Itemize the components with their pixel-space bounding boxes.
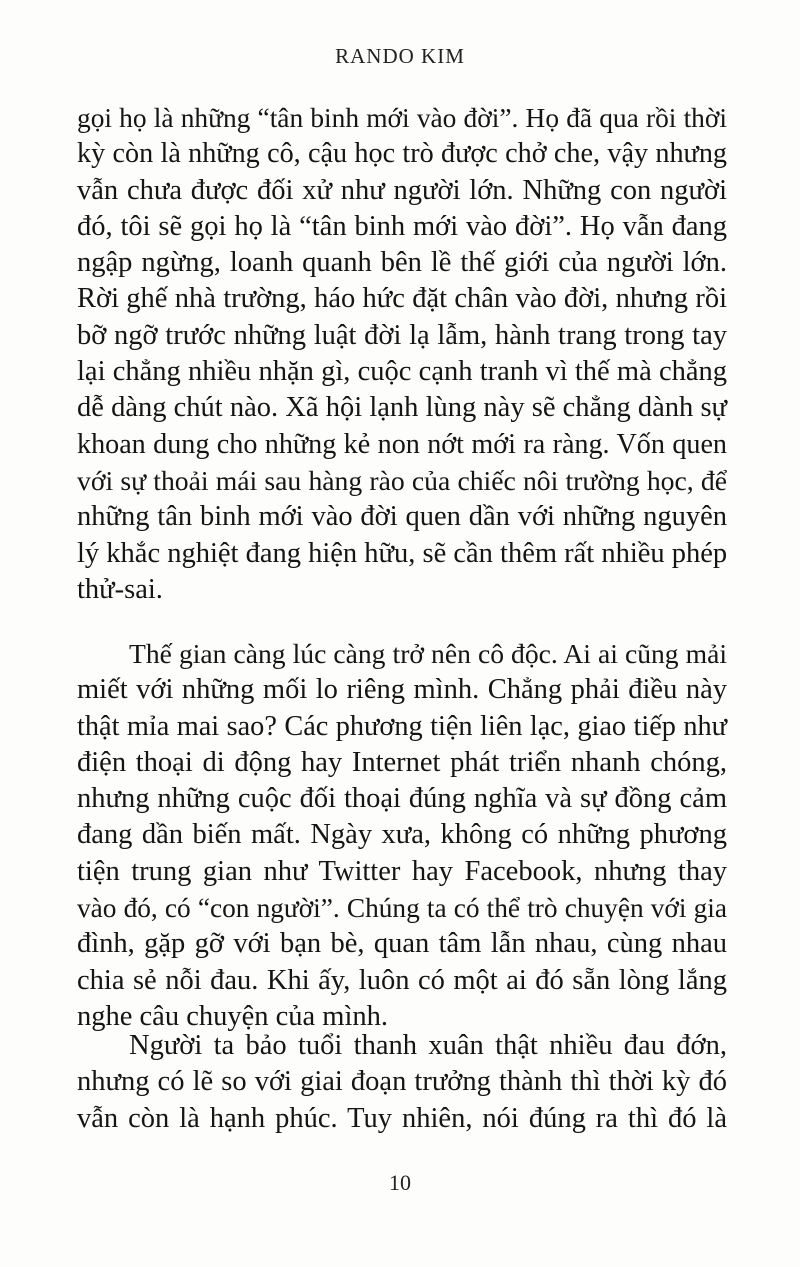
text-line: chia sẻ nỗi đau. Khi ấy, luôn có một ai đó sẵn lòng lắng	[77, 964, 727, 996]
text-line: khoan dung cho những kẻ non nớt mới ra ràng. Vốn quen	[77, 428, 727, 460]
text-line: Người ta bảo tuổi thanh xuân thật nhiều đau đớn,	[129, 1030, 727, 1061]
text-line: thật mỉa mai sao? Các phương tiện liên lạc, giao tiếp như	[77, 710, 727, 742]
paragraph	[77, 636, 727, 1035]
text-line: đình, gặp gỡ với bạn bè, quan tâm lẫn nhau, cùng nhau	[77, 928, 727, 960]
text-line: ngập ngừng, loanh quanh bên lề thế giới của người lớn.	[77, 247, 727, 279]
text-line: dễ dàng chút nào. Xã hội lạnh lùng này sẽ chẳng dành sự	[77, 392, 727, 424]
running-head: RANDO KIM	[335, 44, 465, 68]
page-number: 10	[389, 1170, 411, 1195]
text-line: nhưng những cuộc đối thoại đúng nghĩa và sự đồng cảm	[77, 783, 727, 815]
text-line: những tân binh mới vào đời quen dần với những nguyên	[77, 501, 727, 533]
text-line: nhưng có lẽ so với giai đoạn trưởng thành thì thời kỳ đó	[77, 1066, 727, 1098]
text-line: kỳ còn là những cô, cậu học trò được chở che, vậy nhưng	[77, 138, 727, 170]
text-line: lại chẳng nhiều nhặn gì, cuộc cạnh tranh vì thế mà chẳng	[77, 356, 727, 388]
text-line: đó, tôi sẽ gọi họ là “tân binh mới vào đời”. Họ vẫn đang	[77, 210, 727, 242]
text-line: lý khắc nghiệt đang hiện hữu, sẽ cần thêm rất nhiều phép	[77, 537, 728, 569]
text-line: vào đó, có “con người”. Chúng ta có thể trò chuyện với gia	[77, 893, 727, 924]
text-line: thử-sai.	[77, 573, 163, 605]
paragraph	[77, 1028, 727, 1137]
text-line: gọi họ là những “tân binh mới vào đời”. Họ đã qua rồi thời	[77, 103, 727, 133]
paragraph-continued	[77, 100, 727, 608]
text-line: miết với những mối lo riêng mình. Chẳng phải điều này	[77, 674, 727, 706]
text-line: vẫn còn là hạnh phúc. Tuy nhiên, nói đúng ra thì đó là	[77, 1102, 727, 1134]
text-line: đang dần biến mất. Ngày xưa, không có những phương	[77, 819, 727, 851]
text-line: nghe câu chuyện của mình.	[77, 1000, 389, 1032]
text-line: bỡ ngỡ trước những luật đời lạ lẫm, hành trang trong tay	[77, 319, 727, 351]
text-line: điện thoại di động hay Internet phát triển nhanh chóng,	[77, 746, 727, 778]
text-line: Thế gian càng lúc càng trở nên cô độc. Ai ai cũng mải	[129, 638, 727, 669]
text-line: Rời ghế nhà trường, háo hức đặt chân vào đời, nhưng rồi	[77, 283, 727, 315]
text-line: với sự thoải mái sau hàng rào của chiếc nôi trường học, để	[77, 464, 727, 496]
text-line: vẫn chưa được đối xử như người lớn. Những con người	[77, 174, 727, 206]
text-line: tiện trung gian như Twitter hay Facebook, nhưng thay	[77, 855, 727, 887]
